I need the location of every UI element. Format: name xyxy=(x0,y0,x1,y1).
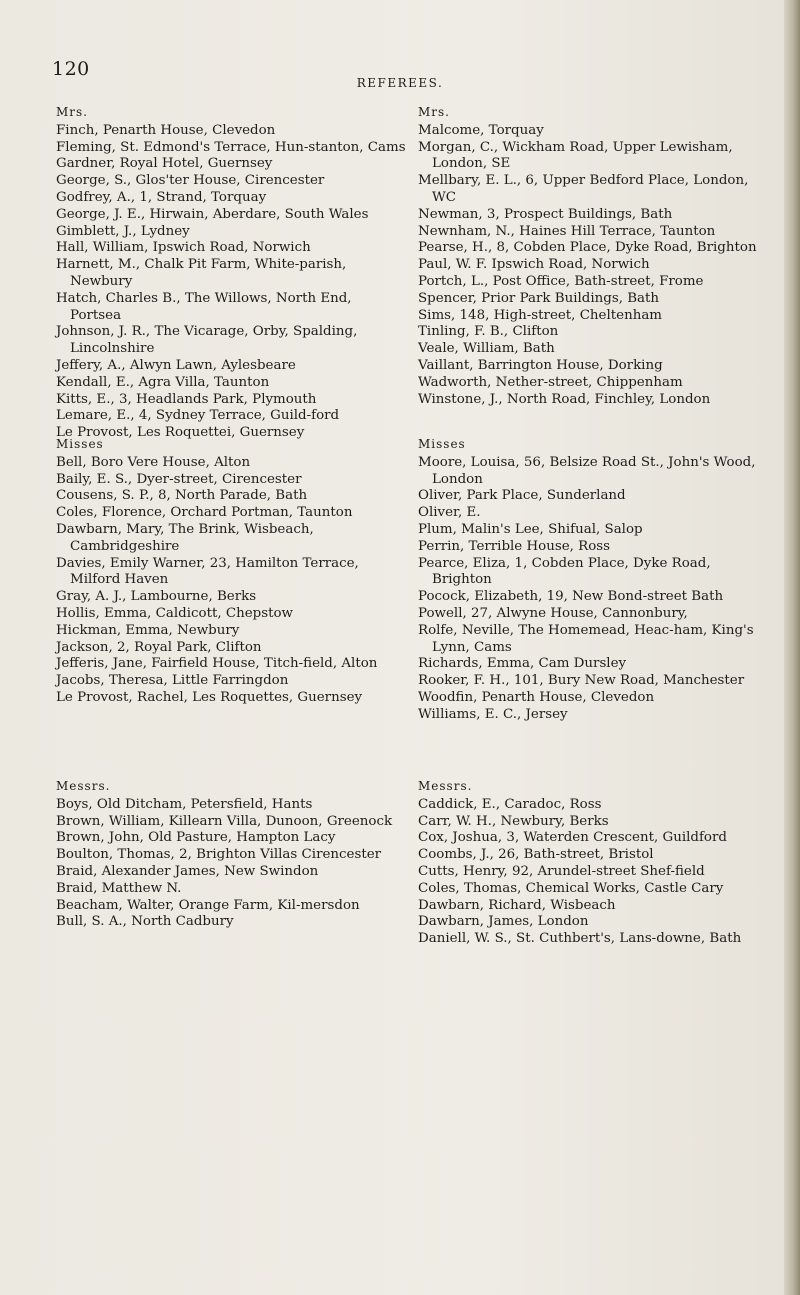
list-entry: Baily, E. S., Dyer-street, Cirencester xyxy=(56,471,302,487)
list-entry: Gray, A. J., Lambourne, Berks xyxy=(56,589,257,605)
list-entry: Brown, John, Old Pasture, Hampton Lacy xyxy=(56,830,336,846)
list-entry: Jackson, 2, Royal Park, Clifton xyxy=(56,639,262,655)
section-heading: Mrs. xyxy=(56,105,88,119)
section-left-misses xyxy=(56,436,406,707)
list-entry: George, J. E., Hirwain, Aberdare, South Wales xyxy=(56,206,369,222)
section-heading: Mrs. xyxy=(418,105,450,119)
list-entry: Kitts, E., 3, Headlands Park, Plymouth xyxy=(56,391,317,407)
list-entry: Daniell, W. S., St. Cuthbert's, Lans-downe, Bath xyxy=(418,931,742,947)
list-entry: Davies, Emily Warner, 23, Hamilton Terrace, Milford Haven xyxy=(56,555,359,588)
list-entry: Morgan, C., Wickham Road, Upper Lewisham, London, SE xyxy=(418,139,733,172)
list-entry: Finch, Penarth House, Clevedon xyxy=(56,122,276,138)
list-entry: Cutts, Henry, 92, Arundel-street Shef-field xyxy=(418,863,705,879)
list-entry: Hall, William, Ipswich Road, Norwich xyxy=(56,240,311,256)
list-entry: Carr, W. H., Newbury, Berks xyxy=(418,813,609,829)
list-entry: Oliver, E. xyxy=(418,505,481,521)
section-left-messrs xyxy=(56,778,406,931)
list-entry: Godfrey, A., 1, Strand, Torquay xyxy=(56,189,267,205)
section-right-messrs xyxy=(418,778,768,948)
list-entry: Hatch, Charles B., The Willows, North End, Portsea xyxy=(56,290,352,323)
list-entry: Winstone, J., North Road, Finchley, London xyxy=(418,391,711,407)
list-entry: Portch, L., Post Office, Bath-street, Frome xyxy=(418,273,704,289)
list-entry: Veale, William, Bath xyxy=(418,341,555,357)
list-entry: Bull, S. A., North Cadbury xyxy=(56,914,234,930)
list-entry: Jacobs, Theresa, Little Farringdon xyxy=(56,673,289,689)
list-entry: Pearce, Eliza, 1, Cobden Place, Dyke Road, Brighton xyxy=(418,555,711,588)
section-heading: Misses xyxy=(418,437,466,451)
list-entry: Gimblett, J., Lydney xyxy=(56,223,190,239)
section-right-misses xyxy=(418,436,768,724)
list-entry: Paul, W. F. Ipswich Road, Norwich xyxy=(418,257,650,273)
list-entry: Mellbary, E. L., 6, Upper Bedford Place, London, WC xyxy=(418,173,749,205)
list-entry: Braid, Alexander James, New Swindon xyxy=(56,863,319,879)
left-column xyxy=(56,104,406,442)
section-right-mrs xyxy=(418,104,768,408)
list-entry: Malcome, Torquay xyxy=(418,122,544,138)
list-entry: Plum, Malin's Lee, Shifual, Salop xyxy=(418,521,643,537)
list-entry: George, S., Glos'ter House, Cirencester xyxy=(56,173,325,189)
list-entry: Cox, Joshua, 3, Waterden Crescent, Guildford xyxy=(418,830,727,846)
section-heading: Messrs. xyxy=(418,779,473,793)
page-number: 120 xyxy=(52,58,90,80)
list-entry: Tinling, F. B., Clifton xyxy=(418,324,559,340)
list-entry: Jeffery, A., Alwyn Lawn, Aylesbeare xyxy=(56,357,296,373)
running-head: REFEREES. xyxy=(356,76,444,90)
list-entry: Woodfin, Penarth House, Clevedon xyxy=(418,689,655,705)
list-entry: Bell, Boro Vere House, Alton xyxy=(56,454,251,470)
list-entry: Perrin, Terrible House, Ross xyxy=(418,538,611,554)
list-entry: Cousens, S. P., 8, North Parade, Bath xyxy=(56,488,308,504)
list-entry: Dawbarn, James, London xyxy=(418,914,589,930)
list-entry: Wadworth, Nether-street, Chippenham xyxy=(418,374,683,390)
list-entry: Moore, Louisa, 56, Belsize Road St., John's Wood, London xyxy=(418,454,756,487)
list-entry: Vaillant, Barrington House, Dorking xyxy=(418,357,663,373)
page-edge xyxy=(784,0,800,1295)
list-entry: Dawbarn, Richard, Wisbeach xyxy=(418,897,616,913)
list-entry: Dawbarn, Mary, The Brink, Wisbeach, Cambridgeshire xyxy=(56,521,314,554)
right-column-messrs xyxy=(418,778,768,948)
list-entry: Hickman, Emma, Newbury xyxy=(56,622,240,638)
list-entry: Richards, Emma, Cam Dursley xyxy=(418,656,627,672)
section-heading: Misses xyxy=(56,437,104,451)
list-entry: Le Provost, Rachel, Les Roquettes, Guernsey xyxy=(56,689,363,705)
list-entry: Gardner, Royal Hotel, Guernsey xyxy=(56,156,273,172)
section-left-mrs xyxy=(56,104,406,442)
right-column xyxy=(418,104,768,408)
list-entry: Boys, Old Ditcham, Petersfield, Hants xyxy=(56,796,313,812)
list-entry: Powell, 27, Alwyne House, Cannonbury, xyxy=(418,605,688,621)
list-entry: Pocock, Elizabeth, 19, New Bond-street Bath xyxy=(418,589,724,605)
left-column-messrs xyxy=(56,778,406,931)
list-entry: Sims, 148, High-street, Cheltenham xyxy=(418,307,662,323)
list-entry: Caddick, E., Caradoc, Ross xyxy=(418,796,602,812)
list-entry: Boulton, Thomas, 2, Brighton Villas Cirencester xyxy=(56,847,382,863)
list-entry: Oliver, Park Place, Sunderland xyxy=(418,488,626,504)
section-heading: Messrs. xyxy=(56,779,111,793)
list-entry: Jefferis, Jane, Fairfield House, Titch-field, Alton xyxy=(56,656,378,672)
list-entry: Fleming, St. Edmond's Terrace, Hun-stanton, Cams xyxy=(56,139,406,155)
list-entry: Brown, William, Killearn Villa, Dunoon, Greenock xyxy=(56,813,393,829)
list-entry: Le Provost, Les Roquettei, Guernsey xyxy=(56,425,305,441)
list-entry: Coles, Florence, Orchard Portman, Taunton xyxy=(56,505,353,521)
left-column-misses xyxy=(56,436,406,707)
list-entry: Coombs, J., 26, Bath-street, Bristol xyxy=(418,847,654,863)
list-entry: Williams, E. C., Jersey xyxy=(418,706,568,722)
list-entry: Harnett, M., Chalk Pit Farm, White-parish, Newbury xyxy=(56,257,347,289)
list-entry: Newnham, N., Haines Hill Terrace, Taunton xyxy=(418,223,716,239)
list-entry: Hollis, Emma, Caldicott, Chepstow xyxy=(56,605,293,621)
list-entry: Newman, 3, Prospect Buildings, Bath xyxy=(418,206,673,222)
list-entry: Kendall, E., Agra Villa, Taunton xyxy=(56,374,270,390)
list-entry: Braid, Matthew N. xyxy=(56,880,182,896)
list-entry: Johnson, J. R., The Vicarage, Orby, Spalding, Lincolnshire xyxy=(56,324,358,357)
list-entry: Lemare, E., 4, Sydney Terrace, Guild-ford xyxy=(56,408,340,424)
list-entry: Rooker, F. H., 101, Bury New Road, Manchester xyxy=(418,673,745,689)
list-entry: Beacham, Walter, Orange Farm, Kil-mersdon xyxy=(56,897,360,913)
list-entry: Spencer, Prior Park Buildings, Bath xyxy=(418,290,660,306)
right-column-misses xyxy=(418,436,768,724)
list-entry: Pearse, H., 8, Cobden Place, Dyke Road, Brighton xyxy=(418,240,757,256)
list-entry: Rolfe, Neville, The Homemead, Heac-ham, King's Lynn, Cams xyxy=(418,622,754,655)
list-entry: Coles, Thomas, Chemical Works, Castle Cary xyxy=(418,880,724,896)
